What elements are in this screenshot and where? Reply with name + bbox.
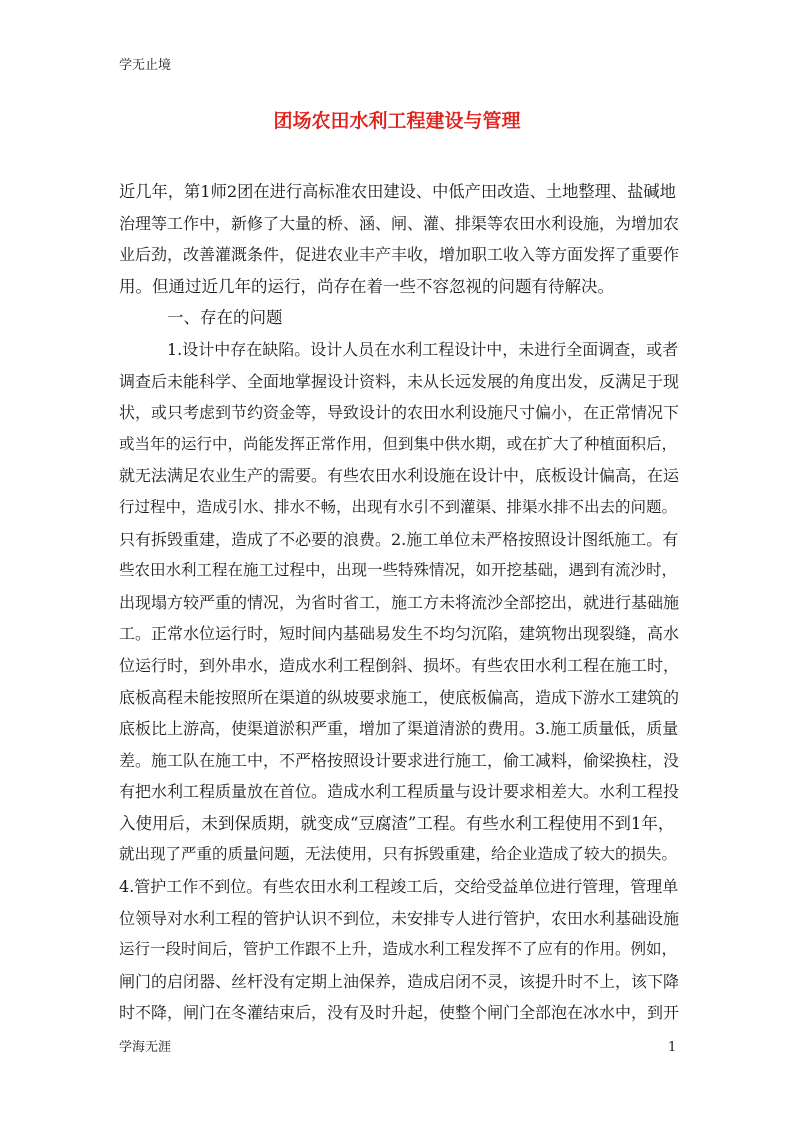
body-line: 闸门的启闭器、丝杆没有定期上油保养，造成启闭不灵，该提升时不上，该下降: [119, 971, 680, 991]
document-body: [119, 176, 679, 1029]
body-line: 运行一段时间后，管护工作跟不上升，造成水利工程发挥不了应有的作用。例如，: [119, 940, 678, 959]
body-line: 工。正常水位运行时，短时间内基础易发生不均匀沉陷，建筑物出现裂缝，高水: [119, 624, 680, 644]
section-heading: 一、存在的问题: [167, 308, 283, 328]
page-number: 1: [668, 1040, 677, 1055]
body-line: 有把水利工程质量放在首位。造成水利工程质量与设计要求相差大。水利工程投: [119, 782, 680, 802]
body-line: 底板比上游高，使渠道淤积严重，增加了渠道清淤的费用。3.施工质量低，质量: [119, 719, 679, 739]
body-line: 或当年的运行中，尚能发挥正常作用，但到集中供水期，或在扩大了种植面积后，: [119, 434, 678, 453]
body-line: 入使用后，未到保质期，就变成“豆腐渣”工程。有些水利工程使用不到1年，: [119, 813, 675, 833]
body-line: 就出现了严重的质量问题，无法使用，只有拆毁重建，给企业造成了较大的损失。: [119, 845, 678, 864]
page-footer: 学海无涯: [119, 1040, 172, 1055]
body-line: 业后劲，改善灌溉条件，促进农业丰产丰收，增加职工收入等方面发挥了重要作: [119, 245, 680, 265]
document-title: 团场农田水利工程建设与管理: [273, 110, 521, 132]
body-line: 1.设计中存在缺陷。设计人员在水利工程设计中，未进行全面调查，或者: [167, 339, 679, 359]
body-line: 调查后未能科学、全面地掌握设计资料，未从长远发展的角度出发，反满足于现: [119, 371, 680, 391]
body-line: 位领导对水利工程的管护认识不到位，未安排专人进行管护，农田水利基础设施: [119, 908, 680, 928]
body-line: 些农田水利工程在施工过程中，出现一些特殊情况，如开挖基础，遇到有流沙时，: [119, 561, 678, 580]
body-line: 差。施工队在施工中，不严格按照设计要求进行施工，偷工减料，偷梁换柱，没: [119, 750, 680, 770]
body-line: 用。但通过近几年的运行，尚存在着一些不容忽视的问题有待解决。: [119, 276, 614, 296]
body-line: 底板高程未能按照所在渠道的纵坡要求施工，使底板偏高，造成下游水工建筑的: [119, 687, 680, 707]
page-header: 学无止境: [119, 58, 172, 73]
body-line: 位运行时，到外串水，造成水利工程倒斜、损坏。有些农田水利工程在施工时，: [119, 655, 680, 675]
body-line: 4.管护工作不到位。有些农田水利工程竣工后，交给受益单位进行管理，管理单: [119, 877, 679, 897]
body-line: 时不降，闸门在冬灌结束后，没有及时升起，使整个闸门全部泡在冰水中，到开: [119, 1003, 680, 1023]
body-line: 只有拆毁重建，造成了不必要的浪费。2.施工单位未严格按照设计图纸施工。有: [119, 529, 679, 549]
body-line: 行过程中，造成引水、排水不畅，出现有水引不到灌渠、排渠水排不出去的问题。: [119, 497, 678, 516]
body-line: 治理等工作中，新修了大量的桥、涵、闸、灌、排渠等农田水利设施，为增加农: [119, 213, 680, 233]
body-line: 近几年，第1师2团在进行高标准农田建设、中低产田改造、土地整理、盐碱地: [119, 182, 676, 201]
body-line: 就无法满足农业生产的需要。有些农田水利设施在设计中，底板设计偏高，在运: [119, 466, 680, 486]
body-line: 状，或只考虑到节约资金等，导致设计的农田水利设施尺寸偏小，在正常情况下: [119, 403, 680, 423]
body-line: 出现塌方较严重的情况，为省时省工，施工方未将流沙全部挖出，就进行基础施: [119, 592, 680, 612]
